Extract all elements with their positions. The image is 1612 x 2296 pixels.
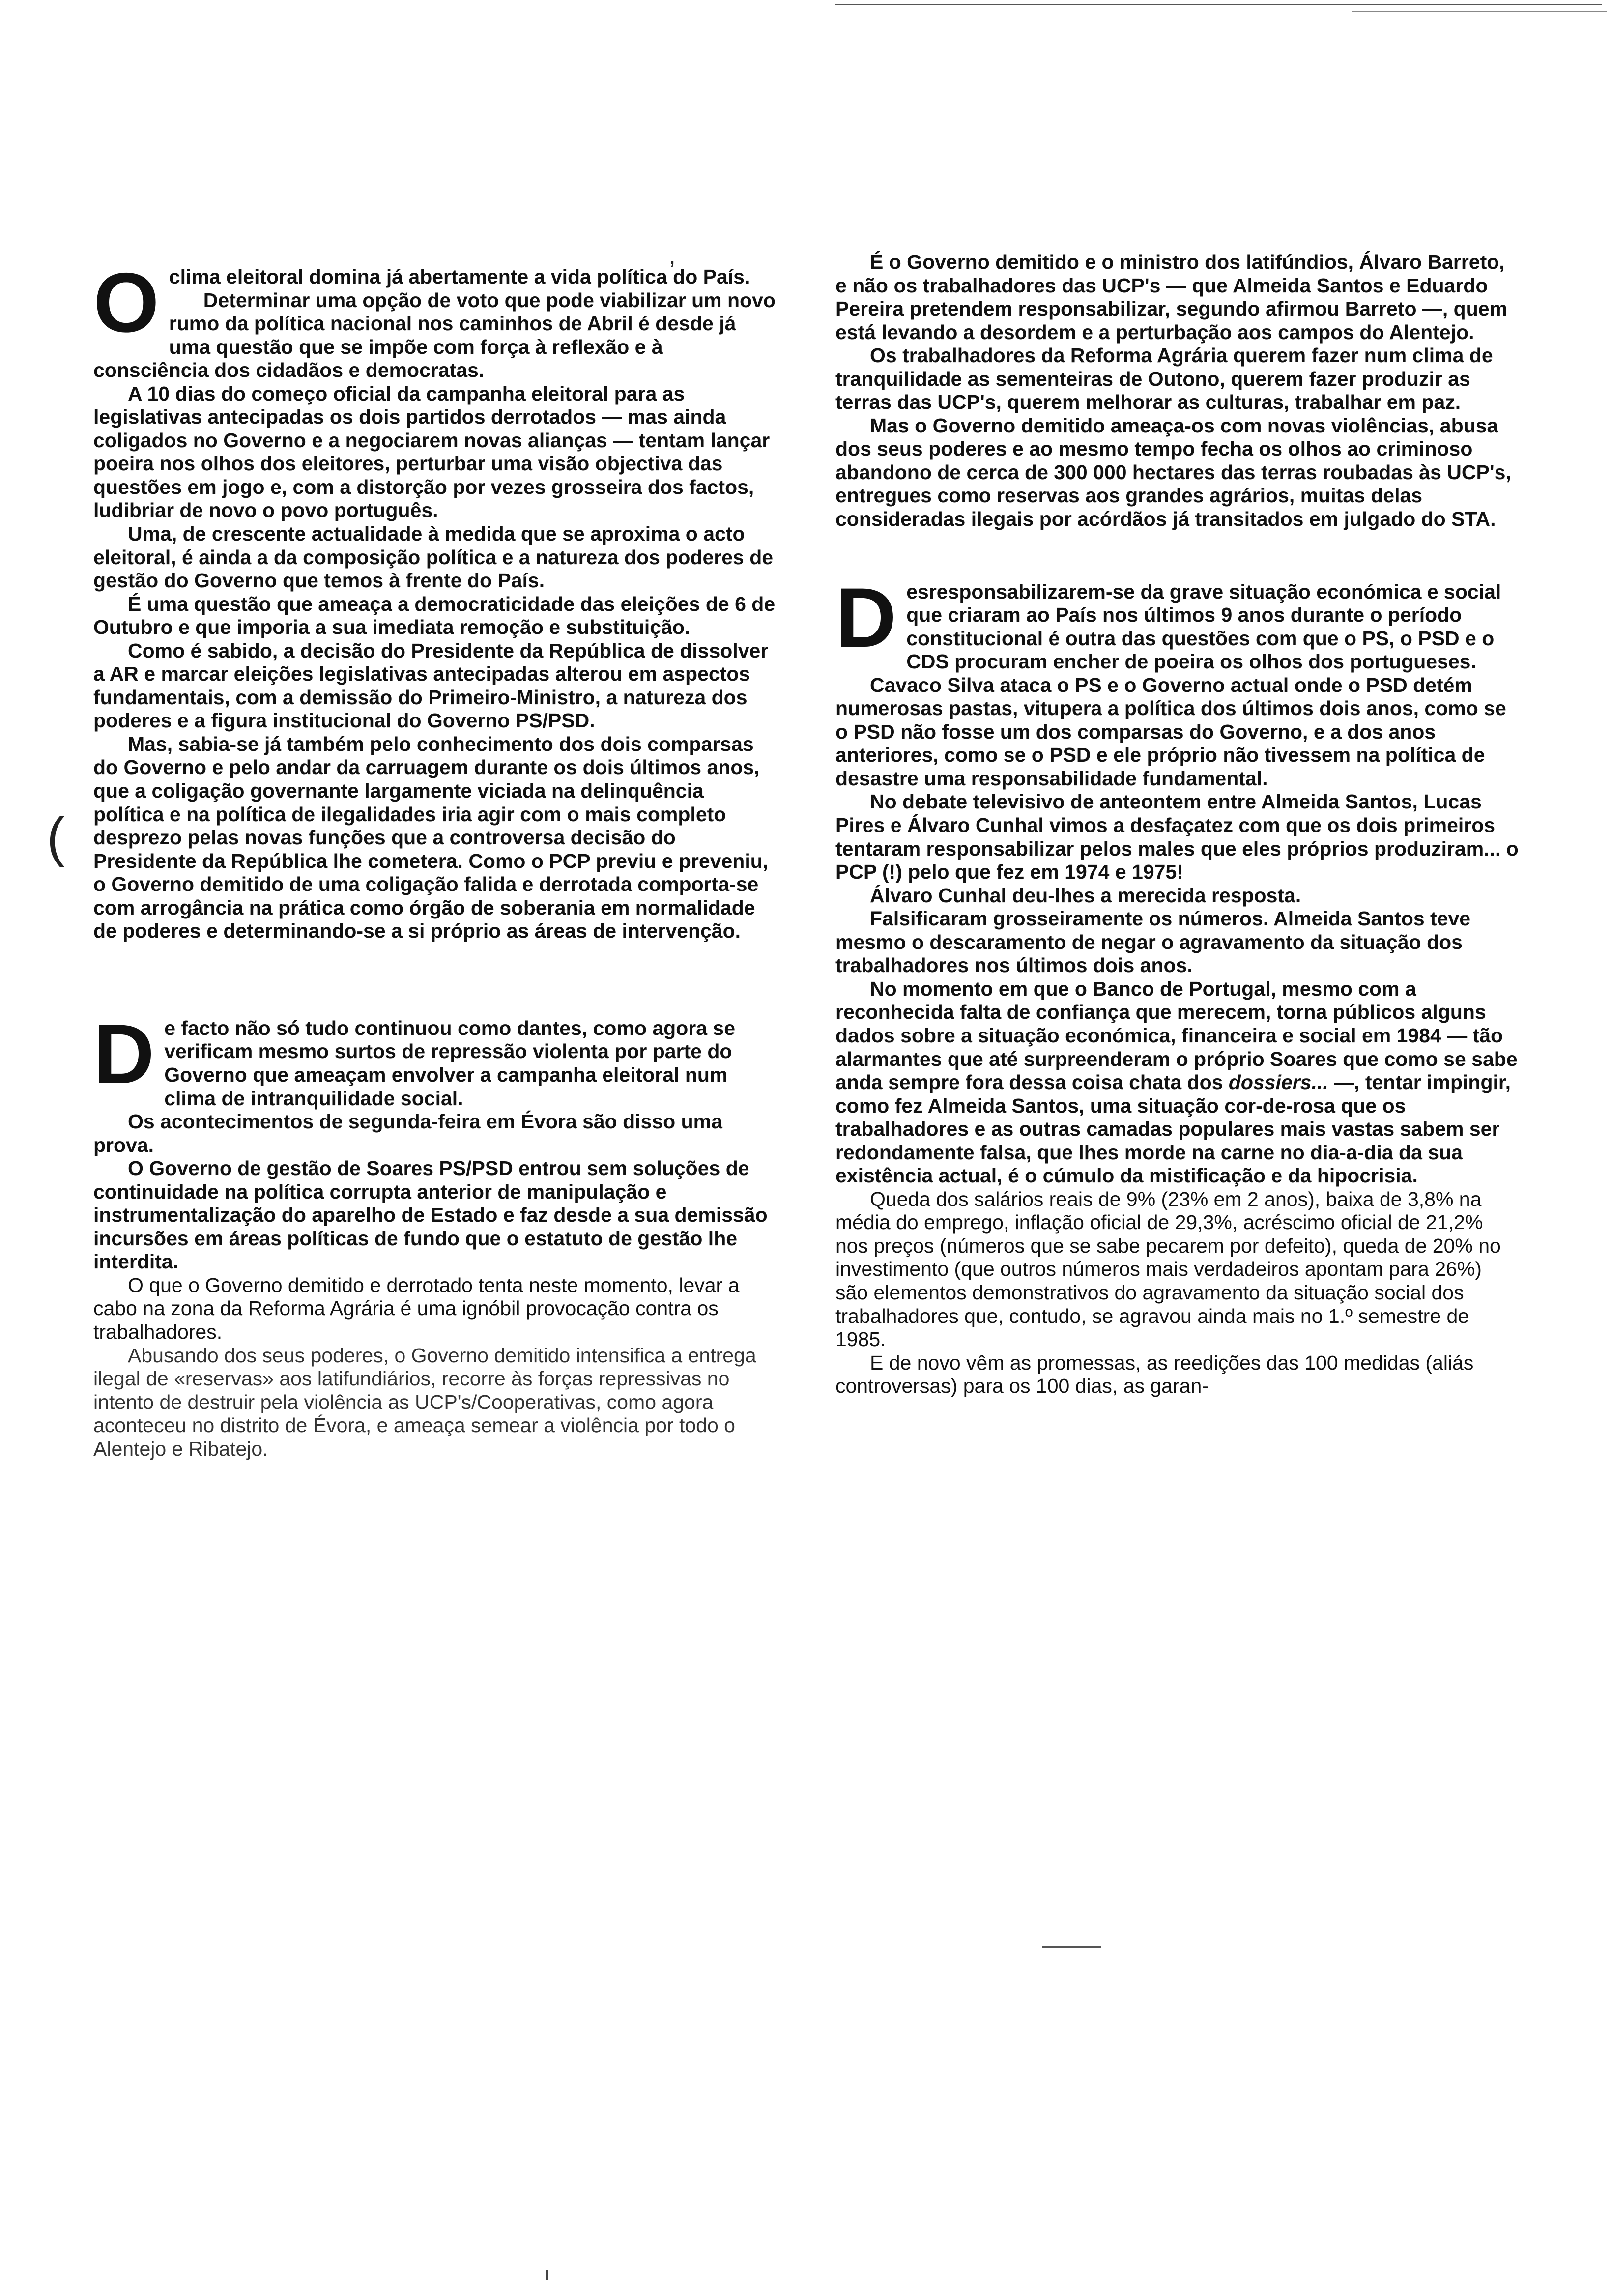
left-section-1 <box>93 256 777 943</box>
paragraph: Como é sabido, a decisão do Presidente da República de dissolver a AR e marcar eleições legislativas antecipadas alterou em aspectos fundamentais, com a demissão do Primeiro-Ministro, a natureza dos poderes e a figura institucional do Governo PS/PSD. <box>93 639 769 732</box>
paragraph: E de novo vêm as promessas, as reedições das 100 medidas (aliás controversas) para os 100 dias, as garan- <box>835 1351 1474 1398</box>
paragraph: Os trabalhadores da Reforma Agrária querem fazer num clima de tranquilidade as sementeiras de Outono, querem fazer produzir as terras das UCP's, querem melhorar as culturas, trabalhar em paz. <box>835 344 1493 414</box>
left-section-2 <box>93 1006 777 1461</box>
emphasis-dossiers: dossiers... <box>1228 1071 1328 1094</box>
paragraph: Cavaco Silva ataca o PS e o Governo actual onde o PSD detém numerosas pastas, vitupera a política dos últimos dois anos, como se o PSD não fosse um dos comparsas do Governo, e a dos anos anteriores, como se o PSD e ele próprio não tivessem na política de desastre uma responsabilidade fundamental. <box>835 673 1506 790</box>
paragraph: e facto não só tudo continuou como dantes, como agora se verificam mesmo surtos de repressão violenta por parte do Governo que ameaçam envolver a campanha eleitoral num clima de intranquilidade social. <box>164 1016 736 1110</box>
paragraph-text: —, tentar impingir, como fez Almeida Santos, uma situação cor-de-rosa que os trabalhadores e as outras camadas populares mais vastas sabem ser redondamente falsa, que lhes morde na carne no dia-a-dia da sua existência actual, é o cúmulo da mistificação e da hipocrisia. <box>835 1071 1511 1187</box>
dropcap-d: D <box>93 1006 155 1101</box>
paragraph: Os acontecimentos de segunda-feira em Évora são disso uma prova. <box>93 1110 722 1156</box>
section-gap <box>835 531 1519 580</box>
paragraph: clima eleitoral domina já abertamente a vida política do País. <box>169 265 750 288</box>
paragraph: Falsificaram grosseiramente os números. Almeida Santos teve mesmo o descaramento de negar o agravamento da situação dos trabalhadores nos últimos dois anos. <box>835 907 1471 977</box>
paragraph: Determinar uma opção de voto que pode viabilizar um novo rumo da política nacional nos caminhos de Abril é desde já uma questão que se impõe com força à reflexão e à consciência dos cidadãos e democratas. <box>93 288 776 382</box>
paragraph: A 10 dias do começo oficial da campanha eleitoral para as legislativas antecipadas os dois partidos derrotados — mas ainda coligados no Governo e a negociarem novas alianças — tentam lançar poeira nos olhos dos eleitores, perturbar uma visão objectiva das questões em jogo e, com a distorção por vezes grosseira dos factos, ludibriar de novo o povo português. <box>93 382 770 522</box>
dropcap-o: O <box>93 256 159 350</box>
bottom-tick <box>546 2270 548 2280</box>
paragraph: Abusando dos seus poderes, o Governo demitido intensifica a entrega ilegal de «reservas» aos latifundiários, recorre às forças repressivas no intento de destruir pela violência as UCP's/Cooperativas, como agora aconteceu no distrito de Évora, e ameaça semear a violência por todo o Alentejo e Ribatejo. <box>93 1344 756 1460</box>
paragraph-text: No momento em que o Banco de Portugal, mesmo com a reconhecida falta de confiança que merecem, torna públicos alguns dados sobre a situação económica, financeira e social em 1984 — tão alarmantes que até surpreenderam o próprio Soares que como se sabe anda sempre fora dessa coisa chata dos <box>835 977 1518 1094</box>
bottom-dash <box>1042 1946 1101 1948</box>
paragraph: Uma, de crescente actualidade à medida que se aproxima o acto eleitoral, é ainda a da composição política e a natureza dos poderes de gestão do Governo que temos à frente do País. <box>93 522 774 592</box>
paragraph <box>835 977 1519 1188</box>
section-gap <box>93 943 777 1017</box>
paragraph: Mas o Governo demitido ameaça-os com novas violências, abusa dos seus poderes e ao mesmo tempo fecha os olhos ao criminoso abandono de cerca de 300 000 hectares das terras roubadas às UCP's, entregues como reservas aos grandes agrários, muitas delas consideradas ilegais por acórdãos já transitados em julgado do STA. <box>835 414 1511 531</box>
paragraph: esresponsabilizarem-se da grave situação económica e social que criaram ao País nos últimos 9 anos durante o período constitucional é outra das questões com que o PS, o PSD e o CDS procuram encher de poeira os olhos dos portugueses. <box>906 580 1501 673</box>
scan-edge-line <box>835 4 1602 5</box>
dropcap-d: D <box>835 570 897 665</box>
left-column <box>93 256 777 1461</box>
paragraph: Mas, sabia-se já também pelo conhecimento dos dois comparsas do Governo e pelo andar da carruagem durante os dois últimos anos, que a coligação governante largamente viciada na delinquência política e na política de ilegalidades iria agir com o mais completo desprezo pelas novas funções que a controversa decisão do Presidente da República lhe cometera. Como o PCP previu e preveniu, o Governo demitido de uma coligação falida e derrotada comporta-se com arrogância na prática como órgão de soberania em normalidade de poderes e determinando-se a si próprio as áreas de intervenção. <box>93 732 769 943</box>
paragraph: Queda dos salários reais de 9% (23% em 2 anos), baixa de 3,8% na média do emprego, inflação oficial de 29,3%, acréscimo oficial de 21,2% nos preços (números que se sabe pecarem por defeito), queda de 20% no investimento (que outros números mais verdadeiros apontam para 26%) são elementos demonstrativos do agravamento da situação social dos trabalhadores que, contudo, se agravou ainda mais no 1.º semestre de 1985. <box>835 1187 1501 1351</box>
paragraph: No debate televisivo de anteontem entre Almeida Santos, Lucas Pires e Álvaro Cunhal vimos a desfaçatez com que os dois primeiros tentaram responsabilizar pelos males que eles próprios produziram... o PCP (!) pelo que fez em 1974 e 1975! <box>835 790 1519 884</box>
paragraph: O que o Governo demitido e derrotado tenta neste momento, levar a cabo na zona da Reforma Agrária é uma ignóbil provocação contra os trabalhadores. <box>93 1273 740 1343</box>
right-column <box>835 251 1519 1398</box>
right-section-2 <box>835 570 1519 1398</box>
paragraph: É uma questão que ameaça a democraticidade das eleições de 6 de Outubro e que imporia a sua imediata remoção e substituição. <box>93 592 776 639</box>
paragraph: O Governo de gestão de Soares PS/PSD entrou sem soluções de continuidade na política corrupta anterior de manipulação e instrumentalização do aparelho de Estado e faz desde a sua demissão incursões em áreas políticas de fundo que o estatuto de gestão lhe interdita. <box>93 1157 768 1273</box>
paragraph: É o Governo demitido e o ministro dos latifúndios, Álvaro Barreto, e não os trabalhadores das UCP's — que Almeida Santos e Eduardo Pereira pretendem responsabilizar, segundo afirmou Barreto —, quem está levando a desordem e a perturbação aos campos do Alentejo. <box>835 251 1508 344</box>
paragraph: Álvaro Cunhal deu-lhes a merecida resposta. <box>870 884 1301 907</box>
pen-mark: , <box>668 240 676 270</box>
right-section-1 <box>835 251 1519 531</box>
pen-bracket: ( <box>47 807 65 867</box>
scan-edge-line-2 <box>1352 11 1607 12</box>
